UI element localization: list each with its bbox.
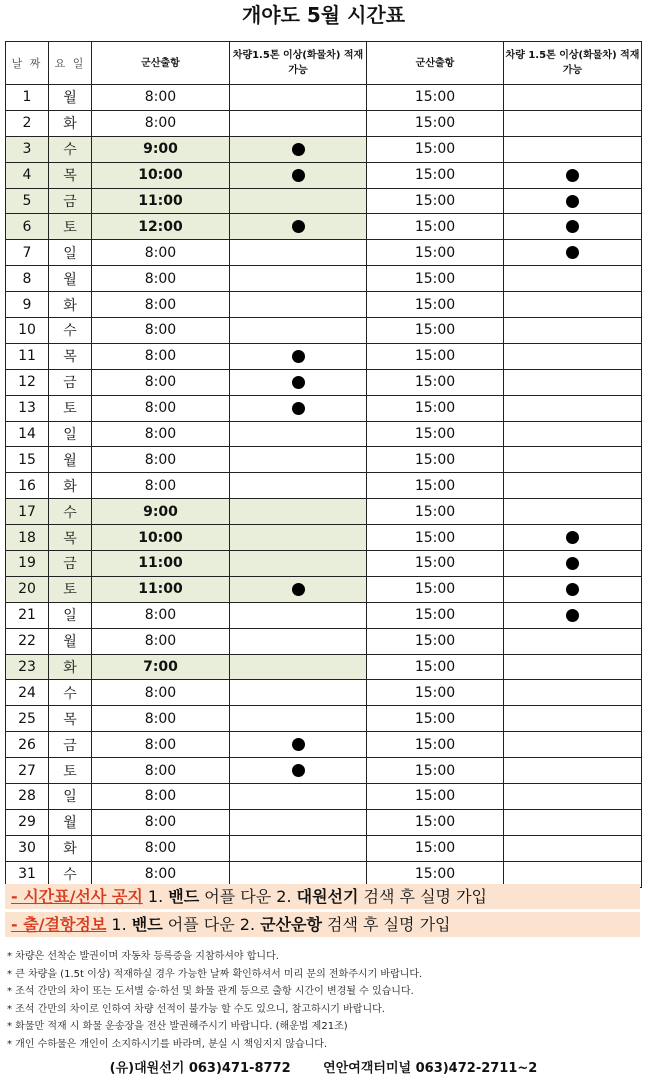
gunsan-time-cell: 8:00	[92, 395, 230, 421]
available-dot-icon	[292, 220, 305, 233]
truck-loading-cell-2	[504, 266, 642, 292]
truck-loading-cell-2	[504, 732, 642, 758]
weekday-cell: 월	[49, 628, 92, 654]
gaeyado-time-cell: 15:00	[367, 576, 504, 602]
gaeyado-time-cell: 15:00	[367, 835, 504, 861]
notice-schedule-label: - 시간표/선사 공지	[11, 887, 143, 906]
day-cell: 5	[6, 188, 49, 214]
truck-loading-cell-1	[230, 551, 367, 577]
table-row	[6, 732, 642, 758]
table-row	[6, 680, 642, 706]
weekday-cell: 일	[49, 784, 92, 810]
gunsan-time-cell: 8:00	[92, 784, 230, 810]
gunsan-time-cell: 11:00	[92, 188, 230, 214]
truck-loading-cell-1	[230, 732, 367, 758]
gunsan-time-cell: 8:00	[92, 473, 230, 499]
truck-loading-cell-2	[504, 654, 642, 680]
table-row	[6, 162, 642, 188]
gaeyado-time-cell: 15:00	[367, 369, 504, 395]
gunsan-time-cell: 10:00	[92, 162, 230, 188]
header-day: 날 짜	[6, 42, 49, 85]
weekday-cell: 목	[49, 162, 92, 188]
gunsan-time-cell: 10:00	[92, 525, 230, 551]
table-row	[6, 214, 642, 240]
weekday-cell: 수	[49, 499, 92, 525]
notice-service-end: 검색 후 실명 가입	[321, 915, 451, 934]
weekday-cell: 월	[49, 809, 92, 835]
weekday-cell: 일	[49, 240, 92, 266]
gaeyado-time-cell: 15:00	[367, 214, 504, 240]
gaeyado-time-cell: 15:00	[367, 292, 504, 318]
table-row	[6, 551, 642, 577]
weekday-cell: 화	[49, 110, 92, 136]
available-dot-icon	[566, 246, 579, 259]
gunsan-time-cell: 8:00	[92, 110, 230, 136]
page-title: 개야도 5월 시간표	[241, 3, 406, 27]
truck-loading-cell-2	[504, 447, 642, 473]
truck-loading-cell-2	[504, 110, 642, 136]
table-row	[6, 576, 642, 602]
gaeyado-time-cell: 15:00	[367, 136, 504, 162]
truck-loading-cell-2	[504, 214, 642, 240]
weekday-cell: 목	[49, 525, 92, 551]
table-row	[6, 369, 642, 395]
truck-loading-cell-1	[230, 395, 367, 421]
header-weekday: 요 일	[49, 42, 92, 85]
weekday-cell: 화	[49, 292, 92, 318]
truck-loading-cell-1	[230, 292, 367, 318]
available-dot-icon	[292, 738, 305, 751]
day-cell: 26	[6, 732, 49, 758]
gunsan-time-cell: 8:00	[92, 758, 230, 784]
gaeyado-time-cell: 15:00	[367, 318, 504, 344]
truck-loading-cell-2	[504, 758, 642, 784]
gunsan-time-cell: 9:00	[92, 499, 230, 525]
table-row	[6, 188, 642, 214]
day-cell: 3	[6, 136, 49, 162]
gaeyado-time-cell: 15:00	[367, 551, 504, 577]
header-truck-loading-2: 차량 1.5톤 이상(화물차) 적재가능	[504, 42, 642, 85]
gaeyado-time-cell: 15:00	[367, 758, 504, 784]
notice-service-label: - 출/결항정보	[11, 915, 107, 934]
table-row	[6, 240, 642, 266]
weekday-cell: 수	[49, 136, 92, 162]
day-cell: 7	[6, 240, 49, 266]
table-row	[6, 628, 642, 654]
table-header-row	[6, 42, 642, 85]
gaeyado-time-cell: 15:00	[367, 395, 504, 421]
gaeyado-time-cell: 15:00	[367, 628, 504, 654]
day-cell: 14	[6, 421, 49, 447]
truck-loading-cell-1	[230, 809, 367, 835]
weekday-cell: 토	[49, 395, 92, 421]
day-cell: 9	[6, 292, 49, 318]
schedule-table	[5, 41, 642, 888]
truck-loading-cell-2	[504, 602, 642, 628]
gaeyado-time-cell: 15:00	[367, 110, 504, 136]
table-row	[6, 292, 642, 318]
note-item: * 화물만 적재 시 화물 운송장을 전산 발권해주시기 바랍니다. (해운법 제21조)	[7, 1021, 348, 1032]
notice-schedule-end: 검색 후 실명 가입	[358, 887, 487, 906]
truck-loading-cell-1	[230, 110, 367, 136]
notice-schedule-step1: 1.	[142, 887, 169, 906]
day-cell: 30	[6, 835, 49, 861]
gaeyado-time-cell: 15:00	[367, 680, 504, 706]
note-item: * 개인 수하물은 개인이 소지하시기를 바라며, 분실 시 책임지지 않습니다.	[7, 1038, 328, 1050]
gunsan-time-cell: 8:00	[92, 343, 230, 369]
gunsan-time-cell: 8:00	[92, 809, 230, 835]
day-cell: 20	[6, 576, 49, 602]
table-row	[6, 266, 642, 292]
gunsan-time-cell: 8:00	[92, 85, 230, 111]
truck-loading-cell-1	[230, 421, 367, 447]
gunsan-time-cell: 11:00	[92, 551, 230, 577]
truck-loading-cell-1	[230, 473, 367, 499]
gunsan-time-cell: 8:00	[92, 369, 230, 395]
day-cell: 21	[6, 602, 49, 628]
gaeyado-time-cell: 15:00	[367, 85, 504, 111]
weekday-cell: 금	[49, 369, 92, 395]
weekday-cell: 월	[49, 85, 92, 111]
table-row	[6, 525, 642, 551]
truck-loading-cell-1	[230, 85, 367, 111]
weekday-cell: 화	[49, 835, 92, 861]
gunsan-time-cell: 8:00	[92, 447, 230, 473]
truck-loading-cell-2	[504, 809, 642, 835]
available-dot-icon	[566, 609, 579, 622]
table-row	[6, 447, 642, 473]
truck-loading-cell-1	[230, 706, 367, 732]
day-cell: 22	[6, 628, 49, 654]
notice-service-keyword: 군산운항	[260, 915, 322, 934]
truck-loading-cell-1	[230, 188, 367, 214]
note-item: * 조석 간만의 차이로 인하여 차량 선적이 불가능 할 수도 있으니, 참고하시기 바랍니다.	[7, 1003, 385, 1015]
gunsan-time-cell: 8:00	[92, 628, 230, 654]
truck-loading-cell-1	[230, 784, 367, 810]
weekday-cell: 일	[49, 602, 92, 628]
note-item: * 차량은 선착순 발권이며 자동차 등록증을 지참하셔야 합니다.	[7, 951, 279, 962]
gaeyado-time-cell: 15:00	[367, 654, 504, 680]
gaeyado-time-cell: 15:00	[367, 809, 504, 835]
day-cell: 1	[6, 85, 49, 111]
table-row	[6, 110, 642, 136]
available-dot-icon	[566, 583, 579, 596]
truck-loading-cell-2	[504, 318, 642, 344]
gunsan-time-cell: 8:00	[92, 835, 230, 861]
available-dot-icon	[566, 557, 579, 570]
available-dot-icon	[292, 402, 305, 415]
day-cell: 31	[6, 861, 49, 887]
truck-loading-cell-1	[230, 240, 367, 266]
table-row	[6, 758, 642, 784]
gaeyado-time-cell: 15:00	[367, 266, 504, 292]
weekday-cell: 목	[49, 706, 92, 732]
table-row	[6, 343, 642, 369]
gunsan-time-cell: 8:00	[92, 861, 230, 887]
day-cell: 6	[6, 214, 49, 240]
note-item: * 조석 간만의 차이 또는 도서별 승·하선 및 화물 관계 등으로 출항 시간이 변경될 수 있습니다.	[7, 986, 414, 997]
notice-schedule-keyword: 대원선기	[296, 887, 359, 906]
weekday-cell: 수	[49, 680, 92, 706]
table-row	[6, 835, 642, 861]
gaeyado-time-cell: 15:00	[367, 473, 504, 499]
gaeyado-time-cell: 15:00	[367, 861, 504, 887]
gunsan-time-cell: 9:00	[92, 136, 230, 162]
notice-service-app: 밴드	[131, 915, 163, 934]
day-cell: 19	[6, 551, 49, 577]
gunsan-time-cell: 12:00	[92, 214, 230, 240]
gaeyado-time-cell: 15:00	[367, 421, 504, 447]
gunsan-time-cell: 8:00	[92, 680, 230, 706]
truck-loading-cell-2	[504, 835, 642, 861]
gunsan-time-cell: 11:00	[92, 576, 230, 602]
truck-loading-cell-2	[504, 784, 642, 810]
day-cell: 8	[6, 266, 49, 292]
gaeyado-time-cell: 15:00	[367, 706, 504, 732]
table-row	[6, 136, 642, 162]
day-cell: 18	[6, 525, 49, 551]
available-dot-icon	[292, 143, 305, 156]
available-dot-icon	[566, 220, 579, 233]
truck-loading-cell-2	[504, 499, 642, 525]
truck-loading-cell-1	[230, 318, 367, 344]
day-cell: 24	[6, 680, 49, 706]
gaeyado-time-cell: 15:00	[367, 499, 504, 525]
gaeyado-time-cell: 15:00	[367, 162, 504, 188]
truck-loading-cell-2	[504, 136, 642, 162]
footer-company-phone: (유)대원선기 063)471-8772	[109, 1061, 291, 1076]
weekday-cell: 금	[49, 551, 92, 577]
truck-loading-cell-2	[504, 421, 642, 447]
day-cell: 29	[6, 809, 49, 835]
truck-loading-cell-2	[504, 188, 642, 214]
available-dot-icon	[292, 764, 305, 777]
weekday-cell: 월	[49, 266, 92, 292]
weekday-cell: 토	[49, 576, 92, 602]
day-cell: 4	[6, 162, 49, 188]
gunsan-time-cell: 8:00	[92, 602, 230, 628]
truck-loading-cell-1	[230, 447, 367, 473]
table-row	[6, 654, 642, 680]
weekday-cell: 금	[49, 188, 92, 214]
weekday-cell: 화	[49, 654, 92, 680]
table-row	[6, 809, 642, 835]
truck-loading-cell-2	[504, 706, 642, 732]
table-row	[6, 421, 642, 447]
truck-loading-cell-2	[504, 525, 642, 551]
day-cell: 13	[6, 395, 49, 421]
weekday-cell: 월	[49, 447, 92, 473]
truck-loading-cell-1	[230, 266, 367, 292]
weekday-cell: 목	[49, 343, 92, 369]
weekday-cell: 토	[49, 214, 92, 240]
weekday-cell: 금	[49, 732, 92, 758]
table-row	[6, 85, 642, 111]
notice-service-info	[5, 912, 640, 937]
truck-loading-cell-1	[230, 214, 367, 240]
gunsan-time-cell: 8:00	[92, 266, 230, 292]
truck-loading-cell-1	[230, 369, 367, 395]
notice-service-step1: 1.	[106, 915, 132, 934]
gunsan-time-cell: 8:00	[92, 732, 230, 758]
gaeyado-time-cell: 15:00	[367, 343, 504, 369]
truck-loading-cell-2	[504, 576, 642, 602]
truck-loading-cell-1	[230, 654, 367, 680]
available-dot-icon	[566, 531, 579, 544]
gaeyado-time-cell: 15:00	[367, 240, 504, 266]
day-cell: 12	[6, 369, 49, 395]
truck-loading-cell-2	[504, 162, 642, 188]
notes-list	[7, 948, 422, 1053]
truck-loading-cell-1	[230, 162, 367, 188]
header-truck-loading-1: 차량1.5톤 이상(화물차) 적재가능	[230, 42, 367, 85]
gaeyado-time-cell: 15:00	[367, 602, 504, 628]
truck-loading-cell-2	[504, 395, 642, 421]
table-row	[6, 602, 642, 628]
truck-loading-cell-1	[230, 758, 367, 784]
notice-service-mid: 어플 다운 2.	[162, 915, 261, 934]
day-cell: 11	[6, 343, 49, 369]
truck-loading-cell-1	[230, 343, 367, 369]
gunsan-time-cell: 8:00	[92, 421, 230, 447]
truck-loading-cell-1	[230, 835, 367, 861]
header-gunsan-departure: 군산출항	[92, 42, 230, 85]
truck-loading-cell-1	[230, 576, 367, 602]
truck-loading-cell-1	[230, 136, 367, 162]
truck-loading-cell-2	[504, 551, 642, 577]
day-cell: 28	[6, 784, 49, 810]
truck-loading-cell-2	[504, 85, 642, 111]
day-cell: 17	[6, 499, 49, 525]
table-row	[6, 318, 642, 344]
day-cell: 23	[6, 654, 49, 680]
day-cell: 16	[6, 473, 49, 499]
truck-loading-cell-1	[230, 680, 367, 706]
weekday-cell: 토	[49, 758, 92, 784]
gaeyado-time-cell: 15:00	[367, 188, 504, 214]
truck-loading-cell-2	[504, 680, 642, 706]
header-gaeyado-departure: 군산출항	[367, 42, 504, 85]
day-cell: 10	[6, 318, 49, 344]
table-row	[6, 784, 642, 810]
truck-loading-cell-1	[230, 602, 367, 628]
truck-loading-cell-2	[504, 369, 642, 395]
gaeyado-time-cell: 15:00	[367, 447, 504, 473]
table-row	[6, 473, 642, 499]
gaeyado-time-cell: 15:00	[367, 784, 504, 810]
truck-loading-cell-2	[504, 240, 642, 266]
notice-schedule-mid: 어플 다운 2.	[199, 887, 297, 906]
weekday-cell: 화	[49, 473, 92, 499]
weekday-cell: 수	[49, 318, 92, 344]
gunsan-time-cell: 7:00	[92, 654, 230, 680]
available-dot-icon	[566, 169, 579, 182]
truck-loading-cell-1	[230, 628, 367, 654]
available-dot-icon	[292, 350, 305, 363]
weekday-cell: 수	[49, 861, 92, 887]
truck-loading-cell-1	[230, 499, 367, 525]
gunsan-time-cell: 8:00	[92, 240, 230, 266]
truck-loading-cell-2	[504, 473, 642, 499]
truck-loading-cell-2	[504, 343, 642, 369]
table-row	[6, 706, 642, 732]
weekday-cell: 일	[49, 421, 92, 447]
available-dot-icon	[292, 376, 305, 389]
gaeyado-time-cell: 15:00	[367, 732, 504, 758]
gunsan-time-cell: 8:00	[92, 318, 230, 344]
truck-loading-cell-1	[230, 525, 367, 551]
available-dot-icon	[292, 583, 305, 596]
notice-schedule	[5, 884, 640, 909]
table-row	[6, 499, 642, 525]
gaeyado-time-cell: 15:00	[367, 525, 504, 551]
day-cell: 25	[6, 706, 49, 732]
day-cell: 15	[6, 447, 49, 473]
footer-contacts	[0, 1057, 647, 1076]
day-cell: 2	[6, 110, 49, 136]
gunsan-time-cell: 8:00	[92, 292, 230, 318]
note-item: * 큰 차량을 (1.5t 이상) 적재하실 경우 가능한 날짜 확인하셔서 미리 문의 전화주시기 바랍니다.	[7, 968, 423, 980]
gunsan-time-cell: 8:00	[92, 706, 230, 732]
table-row	[6, 395, 642, 421]
day-cell: 27	[6, 758, 49, 784]
truck-loading-cell-2	[504, 628, 642, 654]
notice-schedule-app: 밴드	[168, 887, 200, 906]
truck-loading-cell-2	[504, 292, 642, 318]
available-dot-icon	[292, 169, 305, 182]
footer-terminal-phone: 연안여객터미널 063)472-2711~2	[323, 1061, 538, 1076]
available-dot-icon	[566, 195, 579, 208]
